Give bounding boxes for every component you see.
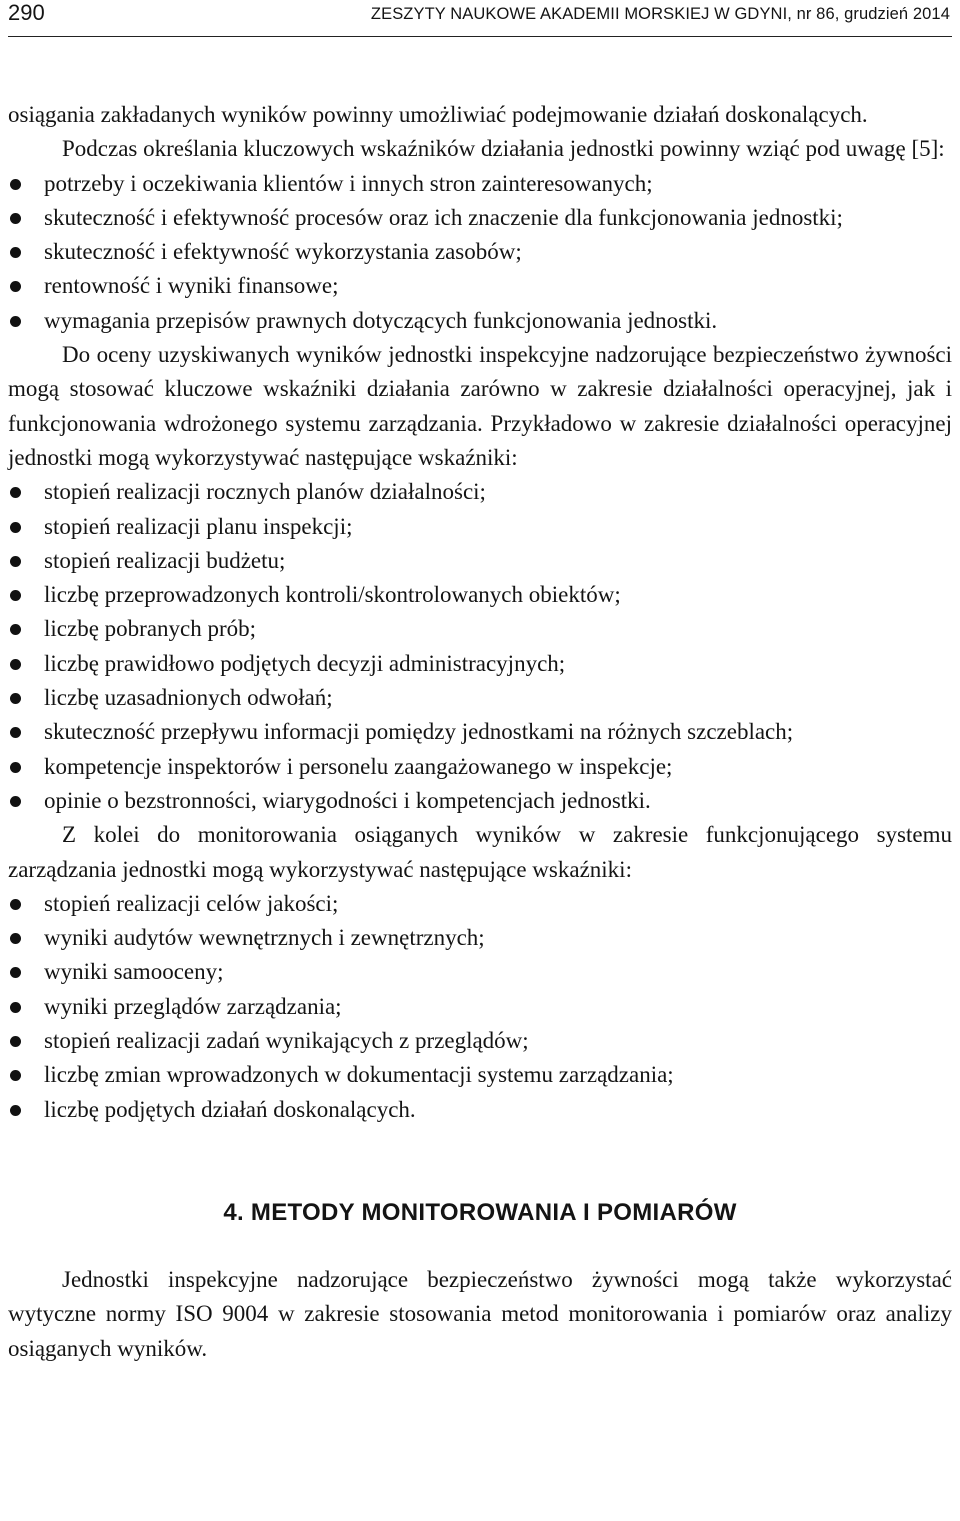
list-item xyxy=(8,887,952,921)
bullet-icon xyxy=(10,316,21,327)
bullet-icon xyxy=(10,1036,21,1047)
intro-paragraph: osiągania zakładanych wyników powinny umożliwiać podejmowanie działań doskonalących. xyxy=(8,102,868,127)
bullet-icon xyxy=(10,899,21,910)
bullet-icon xyxy=(10,556,21,567)
bullet-icon xyxy=(10,590,21,601)
list-item-text: potrzeby i oczekiwania klientów i innych stron zainteresowanych; xyxy=(44,170,653,196)
list-item xyxy=(8,681,952,715)
bullet-icon xyxy=(10,727,21,738)
list-item-text: stopień realizacji rocznych planów działalności; xyxy=(44,479,486,505)
bullet-icon xyxy=(10,1002,21,1013)
list-item-text: wyniki audytów wewnętrznych i zewnętrznych; xyxy=(44,925,485,951)
list-criteria xyxy=(8,167,952,338)
list-item-text: liczbę uzasadnionych odwołań; xyxy=(44,685,333,711)
list-item-text: liczbę zmian wprowadzonych w dokumentacji systemu zarządzania; xyxy=(44,1062,674,1088)
bullet-icon xyxy=(10,522,21,533)
bullet-icon xyxy=(10,967,21,978)
spacer xyxy=(8,1127,952,1196)
list-item-text: skuteczność przepływu informacji pomiędzy jednostkami na różnych szczeblach; xyxy=(44,719,794,745)
running-title: ZESZYTY NAUKOWE AKADEMII MORSKIEJ W GDYNI, nr 86, grudzień 2014 xyxy=(370,5,950,23)
list-management-indicators xyxy=(8,887,952,1127)
paragraph-management-system: Z kolei do monitorowania osiąganych wyników w zakresie funkcjonującego systemu zarządzania jednostki mogą wykorzystywać następujące wskaźniki: xyxy=(8,822,952,882)
list-item xyxy=(8,612,952,646)
bullet-icon xyxy=(10,659,21,670)
list-item xyxy=(8,715,952,749)
list-item-text: opinie o bezstronności, wiarygodności i kompetencjach jednostki. xyxy=(44,787,651,813)
list-item-text: stopień realizacji zadań wynikających z przeglądów; xyxy=(44,1028,529,1054)
list-item-text: stopień realizacji planu inspekcji; xyxy=(44,513,353,539)
list-item xyxy=(8,269,952,303)
bullet-icon xyxy=(10,179,21,190)
list-item-text: liczbę podjętych działań doskonalących. xyxy=(44,1096,416,1122)
list-item-text: rentowność i wyniki finansowe; xyxy=(44,273,339,299)
list-item-text: kompetencje inspektorów i personelu zaangażowanego w inspekcje; xyxy=(44,753,673,779)
list-item xyxy=(8,510,952,544)
list-item xyxy=(8,647,952,681)
list-item-text: liczbę przeprowadzonych kontroli/skontrolowanych obiektów; xyxy=(44,582,621,608)
list-item-text: wyniki samooceny; xyxy=(44,959,224,985)
section-heading: 4. METODY MONITOROWANIA I POMIARÓW xyxy=(223,1198,737,1226)
list-item-text: wyniki przeglądów zarządzania; xyxy=(44,993,342,1019)
list-item-text: skuteczność i efektywność wykorzystania zasobów; xyxy=(44,239,522,265)
bullet-icon xyxy=(10,762,21,773)
bullet-icon xyxy=(10,796,21,807)
list-item xyxy=(8,304,952,338)
page-header xyxy=(8,0,952,37)
bullet-icon xyxy=(10,213,21,224)
list-item xyxy=(8,921,952,955)
spacer xyxy=(8,1230,952,1263)
list-item-text: stopień realizacji budżetu; xyxy=(44,547,286,573)
page-body xyxy=(8,98,952,1366)
list-item xyxy=(8,1093,952,1127)
list-item xyxy=(8,1024,952,1058)
list-item xyxy=(8,750,952,784)
list-operational-indicators xyxy=(8,475,952,818)
bullet-icon xyxy=(10,1105,21,1116)
list-item xyxy=(8,578,952,612)
list-item-text: skuteczność i efektywność procesów oraz ich znaczenie dla funkcjonowania jednostki; xyxy=(44,204,843,230)
list-item xyxy=(8,784,952,818)
list-item-text: stopień realizacji celów jakości; xyxy=(44,890,339,916)
bullet-icon xyxy=(10,1070,21,1081)
list-item xyxy=(8,955,952,989)
list-item-text: liczbę pobranych prób; xyxy=(44,616,257,642)
page-number: 290 xyxy=(8,0,45,25)
paragraph-operational: Do oceny uzyskiwanych wyników jednostki inspekcyjne nadzorujące bezpieczeństwo żywności mogą stosować kluczowe wskaźniki działania zarówno w zakresie działalności operacyjnej, jak i funkcjonowania wdrożonego systemu zarządzania. Przykładowo w zakresie działalności operacyjnej jednostki mogą wykorzystywać następujące wskaźniki: xyxy=(8,342,952,470)
bullet-icon xyxy=(10,624,21,635)
bullet-icon xyxy=(10,693,21,704)
paragraph-iso-9004: Jednostki inspekcyjne nadzorujące bezpieczeństwo żywności mogą także wykorzystać wytyczne normy ISO 9004 w zakresie stosowania metod monitorowania i pomiarów oraz analizy osiąganych wyników. xyxy=(8,1266,952,1361)
list-item xyxy=(8,475,952,509)
bullet-icon xyxy=(10,247,21,258)
list-item xyxy=(8,201,952,235)
list-item xyxy=(8,235,952,269)
bullet-icon xyxy=(10,281,21,292)
paragraph-criteria: Podczas określania kluczowych wskaźników działania jednostki powinny wziąć pod uwagę [5]: xyxy=(62,136,945,162)
list-item-text: wymagania przepisów prawnych dotyczących funkcjonowania jednostki. xyxy=(44,307,718,333)
list-item xyxy=(8,1058,952,1092)
list-item xyxy=(8,544,952,578)
bullet-icon xyxy=(10,933,21,944)
list-item xyxy=(8,990,952,1024)
bullet-icon xyxy=(10,487,21,498)
list-item xyxy=(8,167,952,201)
list-item-text: liczbę prawidłowo podjętych decyzji administracyjnych; xyxy=(44,650,566,676)
